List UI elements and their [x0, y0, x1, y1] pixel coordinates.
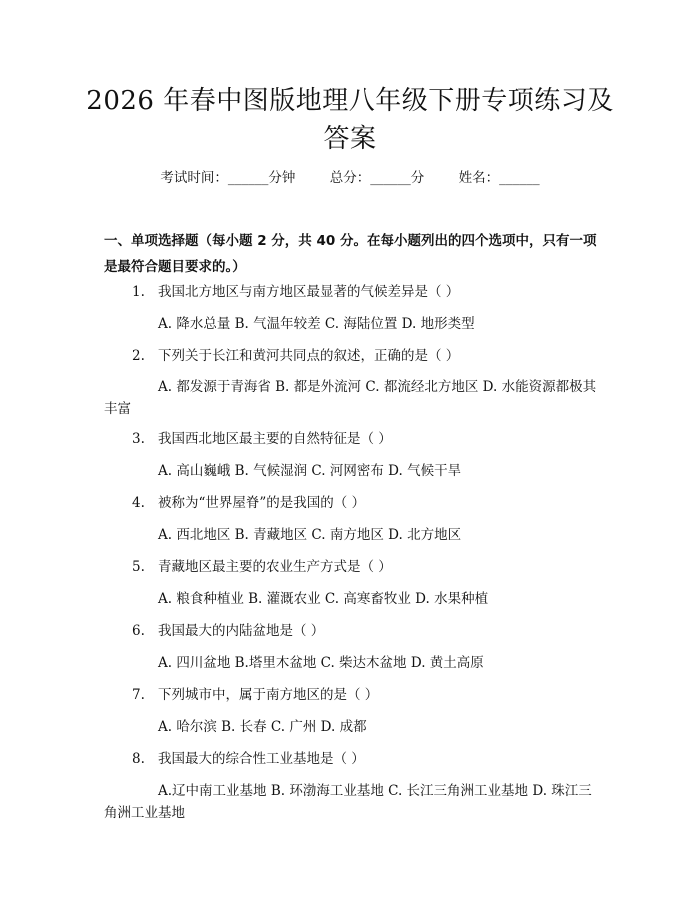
question-stem [132, 428, 612, 450]
question-text: 我国最大的内陆盆地是（ ） [158, 623, 325, 639]
question-text: 下列关于长江和黄河共同点的叙述，正确的是（ ） [158, 348, 460, 364]
question-options: A. 都发源于青海省 B. 都是外流河 C. 都流经北方地区 D. 水能资源都极其丰富 [104, 379, 597, 417]
question-text: 我国最大的综合性工业基地是（ ） [158, 751, 365, 767]
question-number: 7. [132, 687, 145, 703]
question-options: A. 降水总量 B. 气温年较差 C. 海陆位置 D. 地形类型 [158, 316, 475, 332]
question-stem [132, 492, 612, 514]
question-text: 下列城市中，属于南方地区的是（ ） [158, 687, 379, 703]
page-title: 2026 年春中图版地理八年级下册专项练习及答案 [86, 86, 614, 154]
question-number: 6. [132, 623, 145, 639]
question-options: A. 西北地区 B. 青藏地区 C. 南方地区 D. 北方地区 [158, 527, 462, 543]
question-text: 我国西北地区最主要的自然特征是（ ） [158, 431, 392, 447]
question-stem [132, 684, 612, 706]
question-number: 5. [132, 559, 145, 575]
question-stem [132, 748, 612, 770]
question-options: A. 粮食种植业 B. 灌溉农业 C. 高寒畜牧业 D. 水果种植 [158, 591, 489, 607]
question-stem [132, 281, 612, 303]
question-text: 青藏地区最主要的农业生产方式是（ ） [158, 559, 392, 575]
section-heading: 一、单项选择题（每小题 2 分，共 40 分。在每小题列出的四个选项中，只有一项是最符合题目要求的。） [104, 233, 597, 275]
question-options: A.辽中南工业基地 B. 环渤海工业基地 C. 长江三角洲工业基地 D. 珠江三角洲工业基地 [104, 783, 592, 821]
question-number: 8. [132, 751, 145, 767]
question-options: A. 四川盆地 B.塔里木盆地 C. 柴达木盆地 D. 黄土高原 [158, 655, 484, 671]
question-text: 我国北方地区与南方地区最显著的气候差异是（ ） [158, 284, 460, 300]
question-stem [132, 556, 612, 578]
question-number: 4. [132, 495, 145, 511]
name-field: 姓名：______ [458, 170, 540, 186]
total-score-field: 总分：______分 [329, 170, 425, 186]
exam-meta-line [0, 168, 700, 188]
question-options: A. 高山巍峨 B. 气候湿润 C. 河网密布 D. 气候干旱 [158, 463, 462, 479]
question-stem [132, 345, 612, 367]
question-number: 1. [132, 284, 145, 300]
exam-time-field: 考试时间：______分钟 [160, 170, 296, 186]
question-number: 3. [132, 431, 145, 447]
question-number: 2. [132, 348, 145, 364]
question-options: A. 哈尔滨 B. 长春 C. 广州 D. 成都 [158, 719, 367, 735]
question-stem [132, 620, 612, 642]
question-text: 被称为“世界屋脊”的是我国的（ ） [158, 495, 366, 511]
